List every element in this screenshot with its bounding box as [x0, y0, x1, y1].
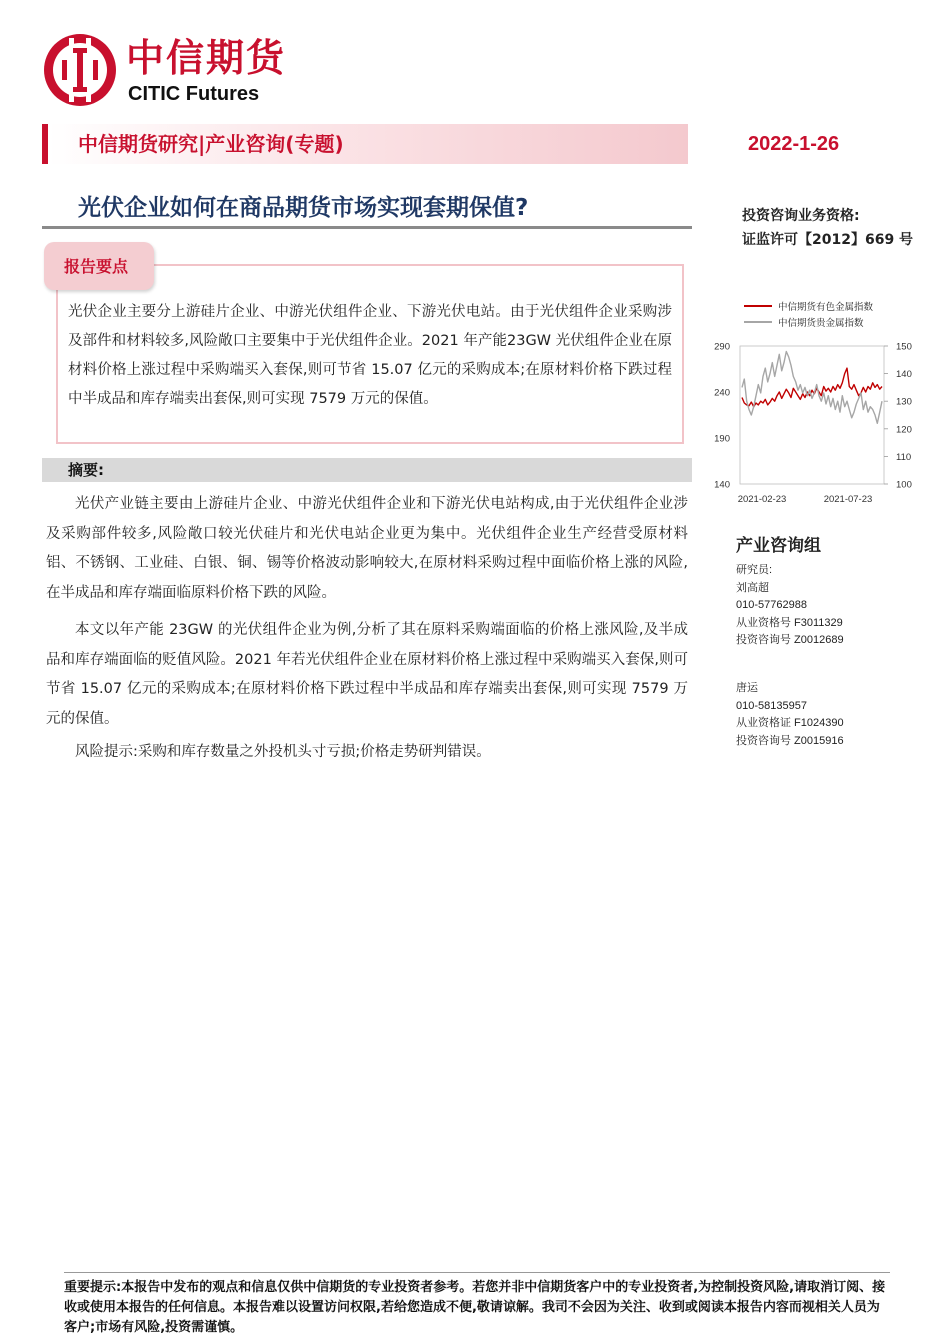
researcher-consult-no: 投资咨询号 Z0012689 [736, 634, 844, 646]
qualification-label: 投资咨询业务资格: [742, 208, 860, 224]
group-title: 产业咨询组 [736, 536, 821, 556]
researcher-phone: 010-58135957 [736, 699, 807, 712]
key-points-heading: 报告要点 [64, 257, 129, 276]
x-tick-label: 2021-07-23 [823, 494, 873, 505]
series-line [742, 352, 882, 424]
citic-logo-icon [42, 32, 118, 108]
x-axis [738, 494, 873, 505]
y-right-tick-label: 150 [896, 341, 912, 353]
y-right-tick-label: 110 [896, 451, 912, 463]
report-date: 2022-1-26 [748, 133, 840, 155]
y-left-tick-label: 240 [714, 387, 730, 399]
researcher-license: 从业资格号 F3011329 [736, 616, 843, 629]
y-left-tick-label: 140 [714, 479, 730, 491]
researcher-name: 唐运 [736, 682, 758, 694]
abstract-paragraph: 光伏产业链主要由上游硅片企业、中游光伏组件企业和下游光伏电站构成,由于光伏组件企业涉及采购部件较多,风险敞口较光伏硅片和光伏电站企业更为集中。光伏组件企业生产经营受原材料铝、不锈钢、工业硅、白银、铜、锡等价格波动影响较大,在原材料采购过程中面临价格上涨的风险,在半成品和库存端面临原料价格下跌的风险。 [46, 496, 688, 601]
disclaimer-text: 重要提示:本报告中发布的观点和信息仅供中信期货的专业投资者参考。若您并非中信期货客户中的专业投资者,为控制投资风险,请取消订阅、接收或使用本报告的任何信息。本报告难以设置访问权限,若给您造成不便,敬请谅解。我司不会因为关注、收到或阅读本报告内容而视相关人员为客户;市场有风险,投资需谨慎。 [64, 1280, 886, 1335]
x-tick-label: 2021-02-23 [737, 494, 787, 505]
disclaimer-divider [64, 1272, 890, 1273]
chart-legend [744, 301, 874, 329]
researcher-name: 刘高超 [736, 581, 769, 594]
researcher-phone: 010-57762988 [736, 599, 807, 611]
qualification-license: 证监许可【2012】669 号 [742, 232, 914, 248]
y-right-tick-label: 100 [896, 479, 912, 491]
key-points-text: 光伏企业主要分上游硅片企业、中游光伏组件企业、下游光伏电站。由于光伏组件企业采购涉及部件和材料较多,风险敞口主要集中于光伏组件企业。2021 年产能23GW 光伏组件企业在原材料价格上涨过程中采购端买入套保,则可节省 15.07 亿元的采购成本;在原材料价格下跌过程中半成品和库存端卖出套保,则可实现 7579 万元的保值。 [68, 304, 672, 407]
researcher-consult-no: 投资咨询号 Z0015916 [736, 734, 844, 747]
abstract-bar [42, 458, 692, 482]
y-right-axis [884, 342, 912, 491]
report-title: 光伏企业如何在商品期货市场实现套期保值? [78, 195, 529, 221]
chart-series [742, 352, 882, 424]
abstract-paragraph: 本文以年产能 23GW 的光伏组件企业为例,分析了其在原料采购端面临的价格上涨风险,及半成品和库存端面临的贬值风险。2021 年若光伏组件企业在原材料价格上涨过程中采购端买入套保,则可节省 15.07 亿元的采购成本;在原材料价格下跌过程中半成品和库存端卖出套保,则可实现 7579 万元的保值。 [46, 622, 688, 727]
metal-index-chart [700, 292, 940, 512]
logo-english-name: CITIC Futures [128, 83, 260, 105]
researcher-license: 从业资格证 F1024390 [736, 717, 844, 729]
y-left-tick-label: 290 [714, 341, 730, 353]
y-right-tick-label: 140 [896, 369, 912, 381]
logo-chinese-name: 中信期货 [126, 36, 287, 80]
y-left-tick-label: 190 [714, 433, 730, 445]
y-right-tick-label: 130 [896, 396, 912, 408]
risk-warning: 风险提示:采购和库存数量之外投机头寸亏损;价格走势研判错误。 [75, 744, 491, 760]
y-right-tick-label: 120 [896, 424, 912, 436]
title-divider [42, 226, 692, 229]
abstract-heading: 摘要: [68, 461, 104, 479]
report-category: 中信期货研究|产业咨询(专题) [78, 132, 344, 156]
y-left-axis [714, 342, 730, 491]
plot-frame [740, 346, 884, 484]
researcher-label: 研究员: [736, 564, 773, 576]
legend-label: 中信期货贵金属指数 [778, 318, 864, 329]
legend-label: 中信期货有色金属指数 [778, 302, 874, 313]
